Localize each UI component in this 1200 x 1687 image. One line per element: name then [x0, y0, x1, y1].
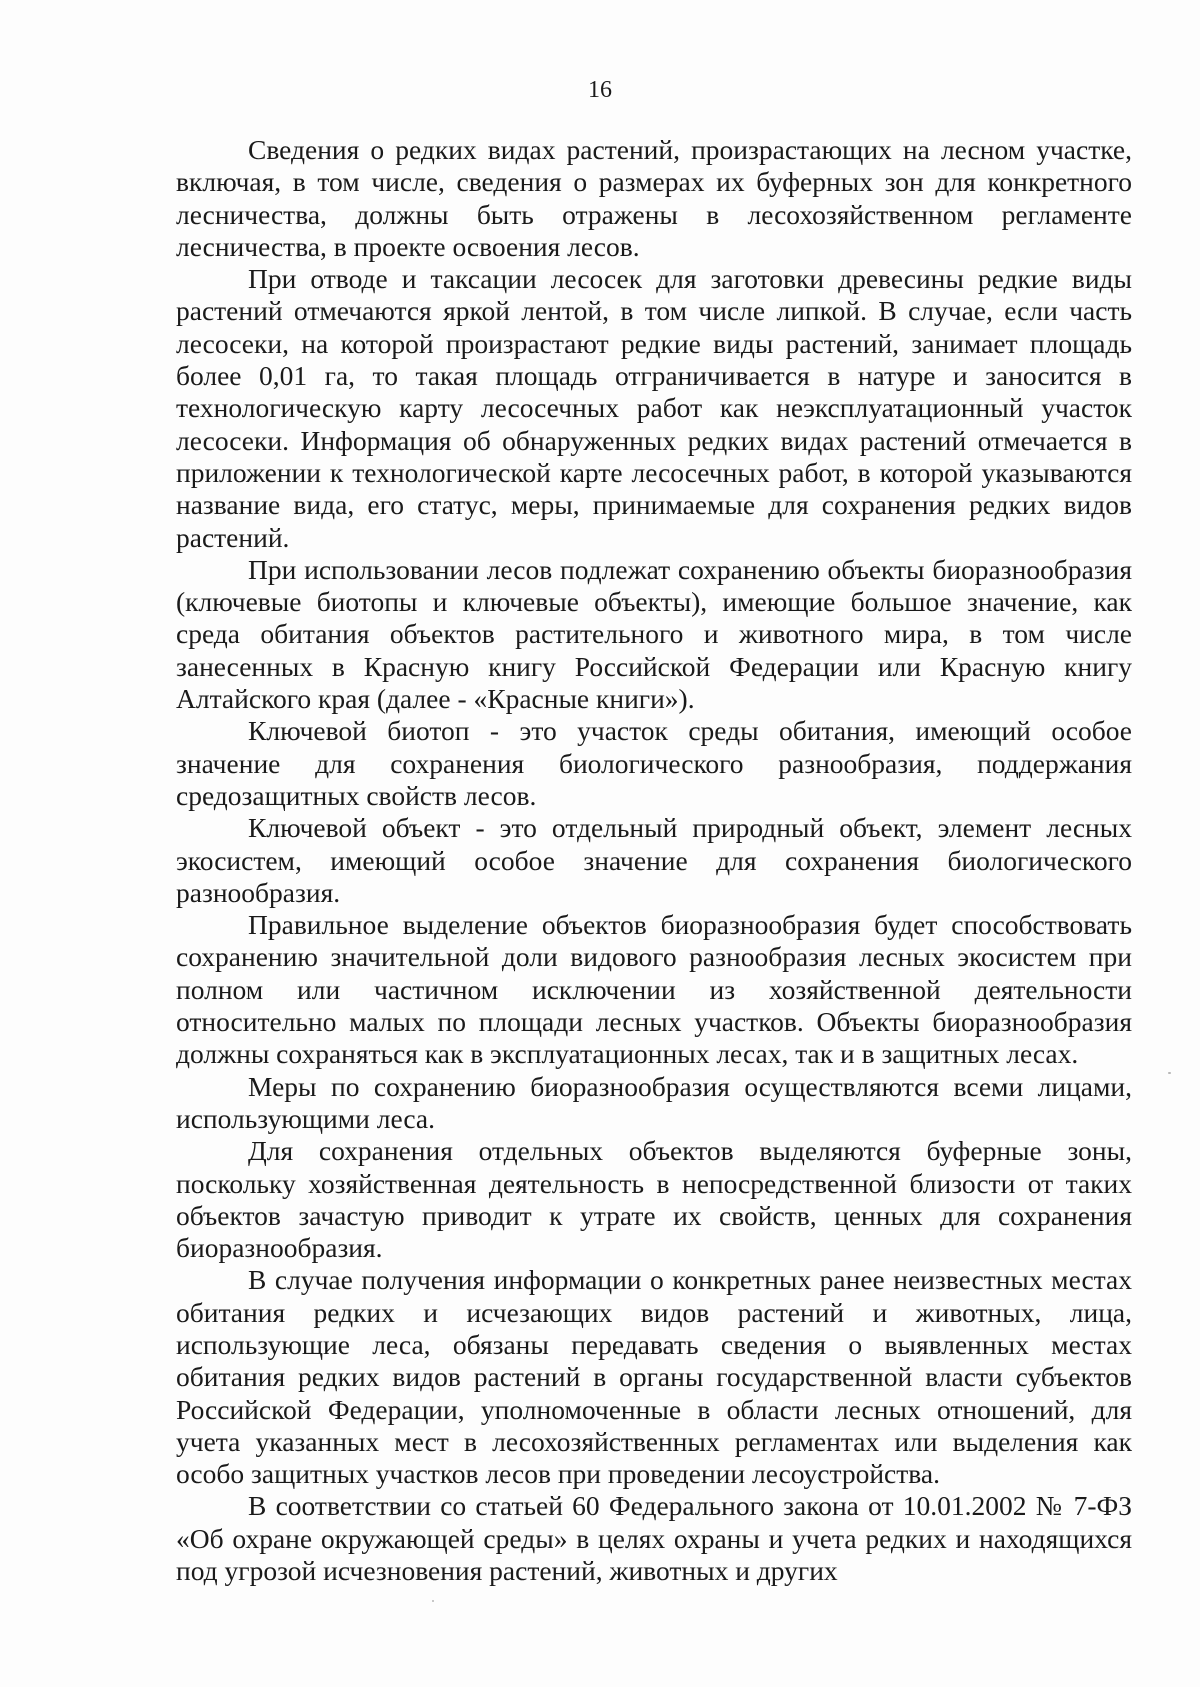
paragraph-buffer-zones: Для сохранения отдельных объектов выделяются буферные зоны, поскольку хозяйственная деятельность в непосредственной близости от таких объектов зачастую приводит к утрате их свойств, ценных для сохранения биоразнообразия.	[176, 1135, 1132, 1264]
paragraph-federal-law: В соответствии со статьей 60 Федерального закона от 10.01.2002 № 7-ФЗ «Об охране окружающей среды» в целях охраны и учета редких и находящихся под угрозой исчезновения растений, животных и других	[176, 1490, 1132, 1587]
document-body	[176, 134, 1132, 1587]
paragraph-key-biotope: Ключевой биотоп - это участок среды обитания, имеющий особое значение для сохранения биологического разнообразия, поддержания средозащитных свойств лесов.	[176, 715, 1132, 811]
paragraph-rare-plants-info: Сведения о редких видах растений, произрастающих на лесном участке, включая, в том числе, сведения о размерах их буферных зон для конкретного лесничества, должны быть отражены в лесохозяйственном регламенте лесничества, в проекте освоения лесов.	[176, 134, 1132, 262]
paragraph-biodiversity-objects: При использовании лесов подлежат сохранению объекты биоразнообразия (ключевые биотопы и ключевые объекты), имеющие большое значение, как среда обитания объектов растительного и животного мира, в том числе занесенных в Красную книгу Российской Федерации или Красную книгу Алтайского края (далее - «Красные книги»).	[176, 553, 1132, 715]
paragraph-correct-allocation: Правильное выделение объектов биоразнообразия будет способствовать сохранению значительной доли видового разнообразия лесных экосистем при полном или частичном исключении из хозяйственной деятельности относительно малых по площади лесных участков. Объекты биоразнообразия должны сохраняться как в эксплуатационных лесах, так и в защитных лесах.	[176, 909, 1132, 1070]
scan-speck	[1168, 1072, 1171, 1074]
paragraph-conservation-measures: Меры по сохранению биоразнообразия осуществляются всеми лицами, использующими леса.	[176, 1070, 1132, 1134]
paragraph-key-object: Ключевой объект - это отдельный природный объект, элемент лесных экосистем, имеющий особое значение для сохранения биологического разнообразия.	[176, 812, 1132, 908]
paragraph-habitat-information: В случае получения информации о конкретных ранее неизвестных местах обитания редких и исчезающих видов растений и животных, лица, использующие леса, обязаны передавать сведения о выявленных местах обитания редких видов растений в органы государственной власти субъектов Российской Федерации, уполномоченные в области лесных отношений, для учета указанных мест в лесохозяйственных регламентах или выделения как особо защитных участков лесов при проведении лесоустройства.	[176, 1264, 1132, 1490]
paragraph-cutting-area-allotment: При отводе и таксации лесосек для заготовки древесины редкие виды растений отмечаются яркой лентой, в том числе липкой. В случае, если часть лесосеки, на которой произрастают редкие виды растений, занимает площадь более 0,01 га, то такая площадь отграничивается в натуре и заносится в технологическую карту лесосечных работ как неэксплуатационный участок лесосеки. Информация об обнаруженных редких видах растений отмечается в приложении к технологической карте лесосечных работ, в которой указываются название вида, его статус, меры, принимаемые для сохранения редких видов растений.	[176, 263, 1132, 553]
scan-speck	[432, 1600, 434, 1602]
page-number: 16	[588, 77, 612, 103]
